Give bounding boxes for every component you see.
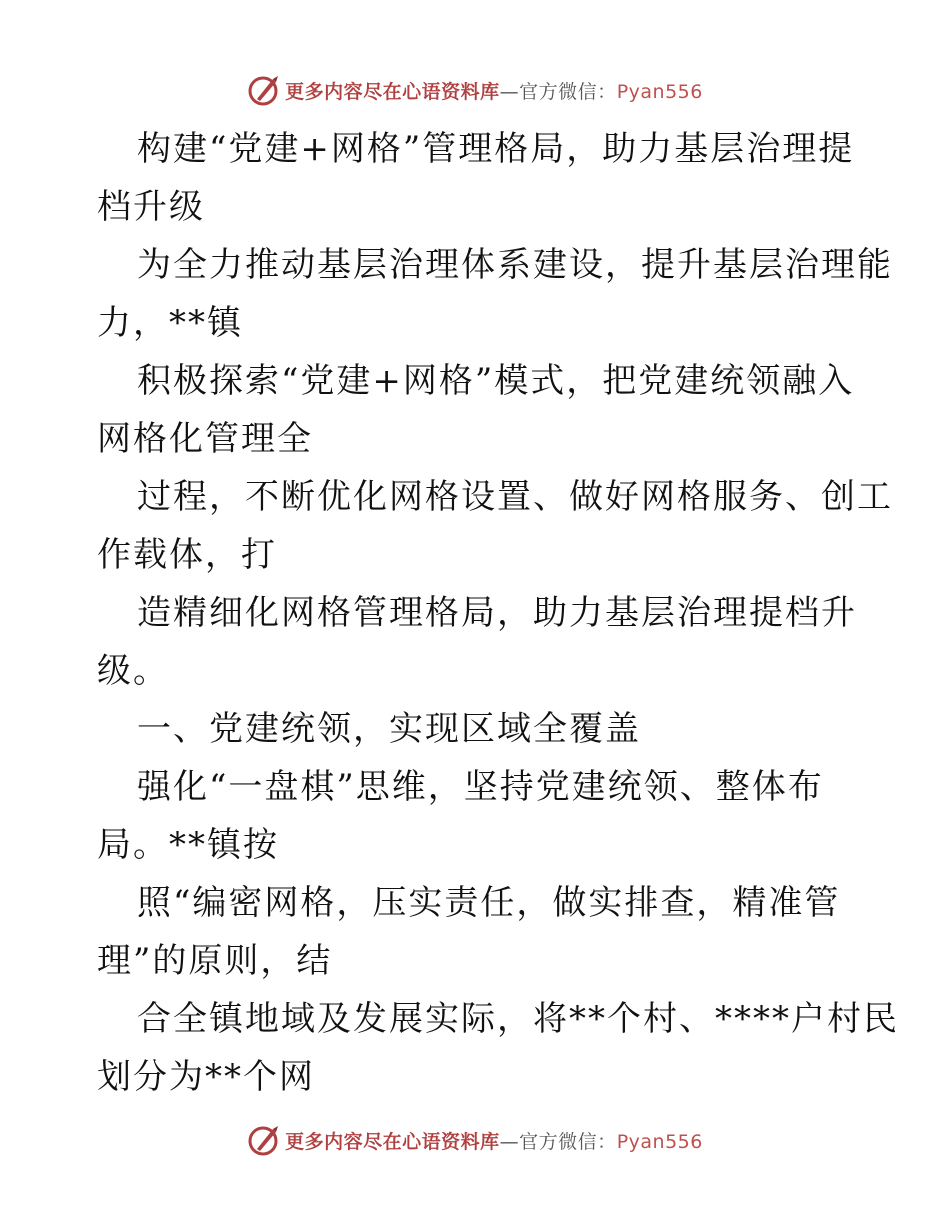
body-line: 力，**镇 [97, 303, 243, 343]
body-line: 合全镇地域及发展实际，将**个村、****户村民 [137, 999, 899, 1039]
footer-wechat-label: 官方微信： [519, 1130, 617, 1153]
header-banner [0, 70, 950, 110]
footer-site-text: 更多内容尽在心语资料库 [285, 1130, 500, 1153]
body-line: 划分为**个网 [97, 1057, 315, 1097]
body-line: 照“编密网格，压实责任，做实排查，精准管 [137, 883, 841, 923]
header-separator: — [499, 80, 520, 103]
header-wechat-id: Pyan556 [616, 80, 703, 103]
body-line: 为全力推动基层治理体系建设，提升基层治理能 [137, 245, 893, 285]
footer-banner [0, 1120, 950, 1160]
body-line: 造精细化网格管理格局，助力基层治理提档升 [137, 593, 857, 633]
header-wechat-label: 官方微信： [519, 80, 617, 103]
quill-logo-icon [247, 1123, 281, 1157]
footer-wechat-id: Pyan556 [616, 1130, 703, 1153]
body-line: 局。**镇按 [97, 825, 279, 865]
quill-logo-icon [247, 73, 281, 107]
body-line: 过程，不断优化网格设置、做好网格服务、创工 [137, 477, 893, 517]
document-body [97, 120, 899, 1106]
body-line: 档升级 [97, 187, 205, 227]
body-line: 构建“党建+网格”管理格局，助力基层治理提 [137, 129, 855, 169]
header-site-text: 更多内容尽在心语资料库 [285, 80, 500, 103]
body-line: 理”的原则，结 [97, 941, 333, 981]
section-heading: 一、党建统领，实现区域全覆盖 [137, 709, 641, 749]
body-line: 网格化管理全 [97, 419, 313, 459]
body-line: 级。 [97, 651, 169, 691]
footer-separator: — [499, 1130, 520, 1153]
body-line: 作载体，打 [97, 535, 277, 575]
body-line: 强化“一盘棋”思维，坚持党建统领、整体布 [137, 767, 824, 807]
body-line: 积极探索“党建+网格”模式，把党建统领融入 [137, 361, 855, 401]
